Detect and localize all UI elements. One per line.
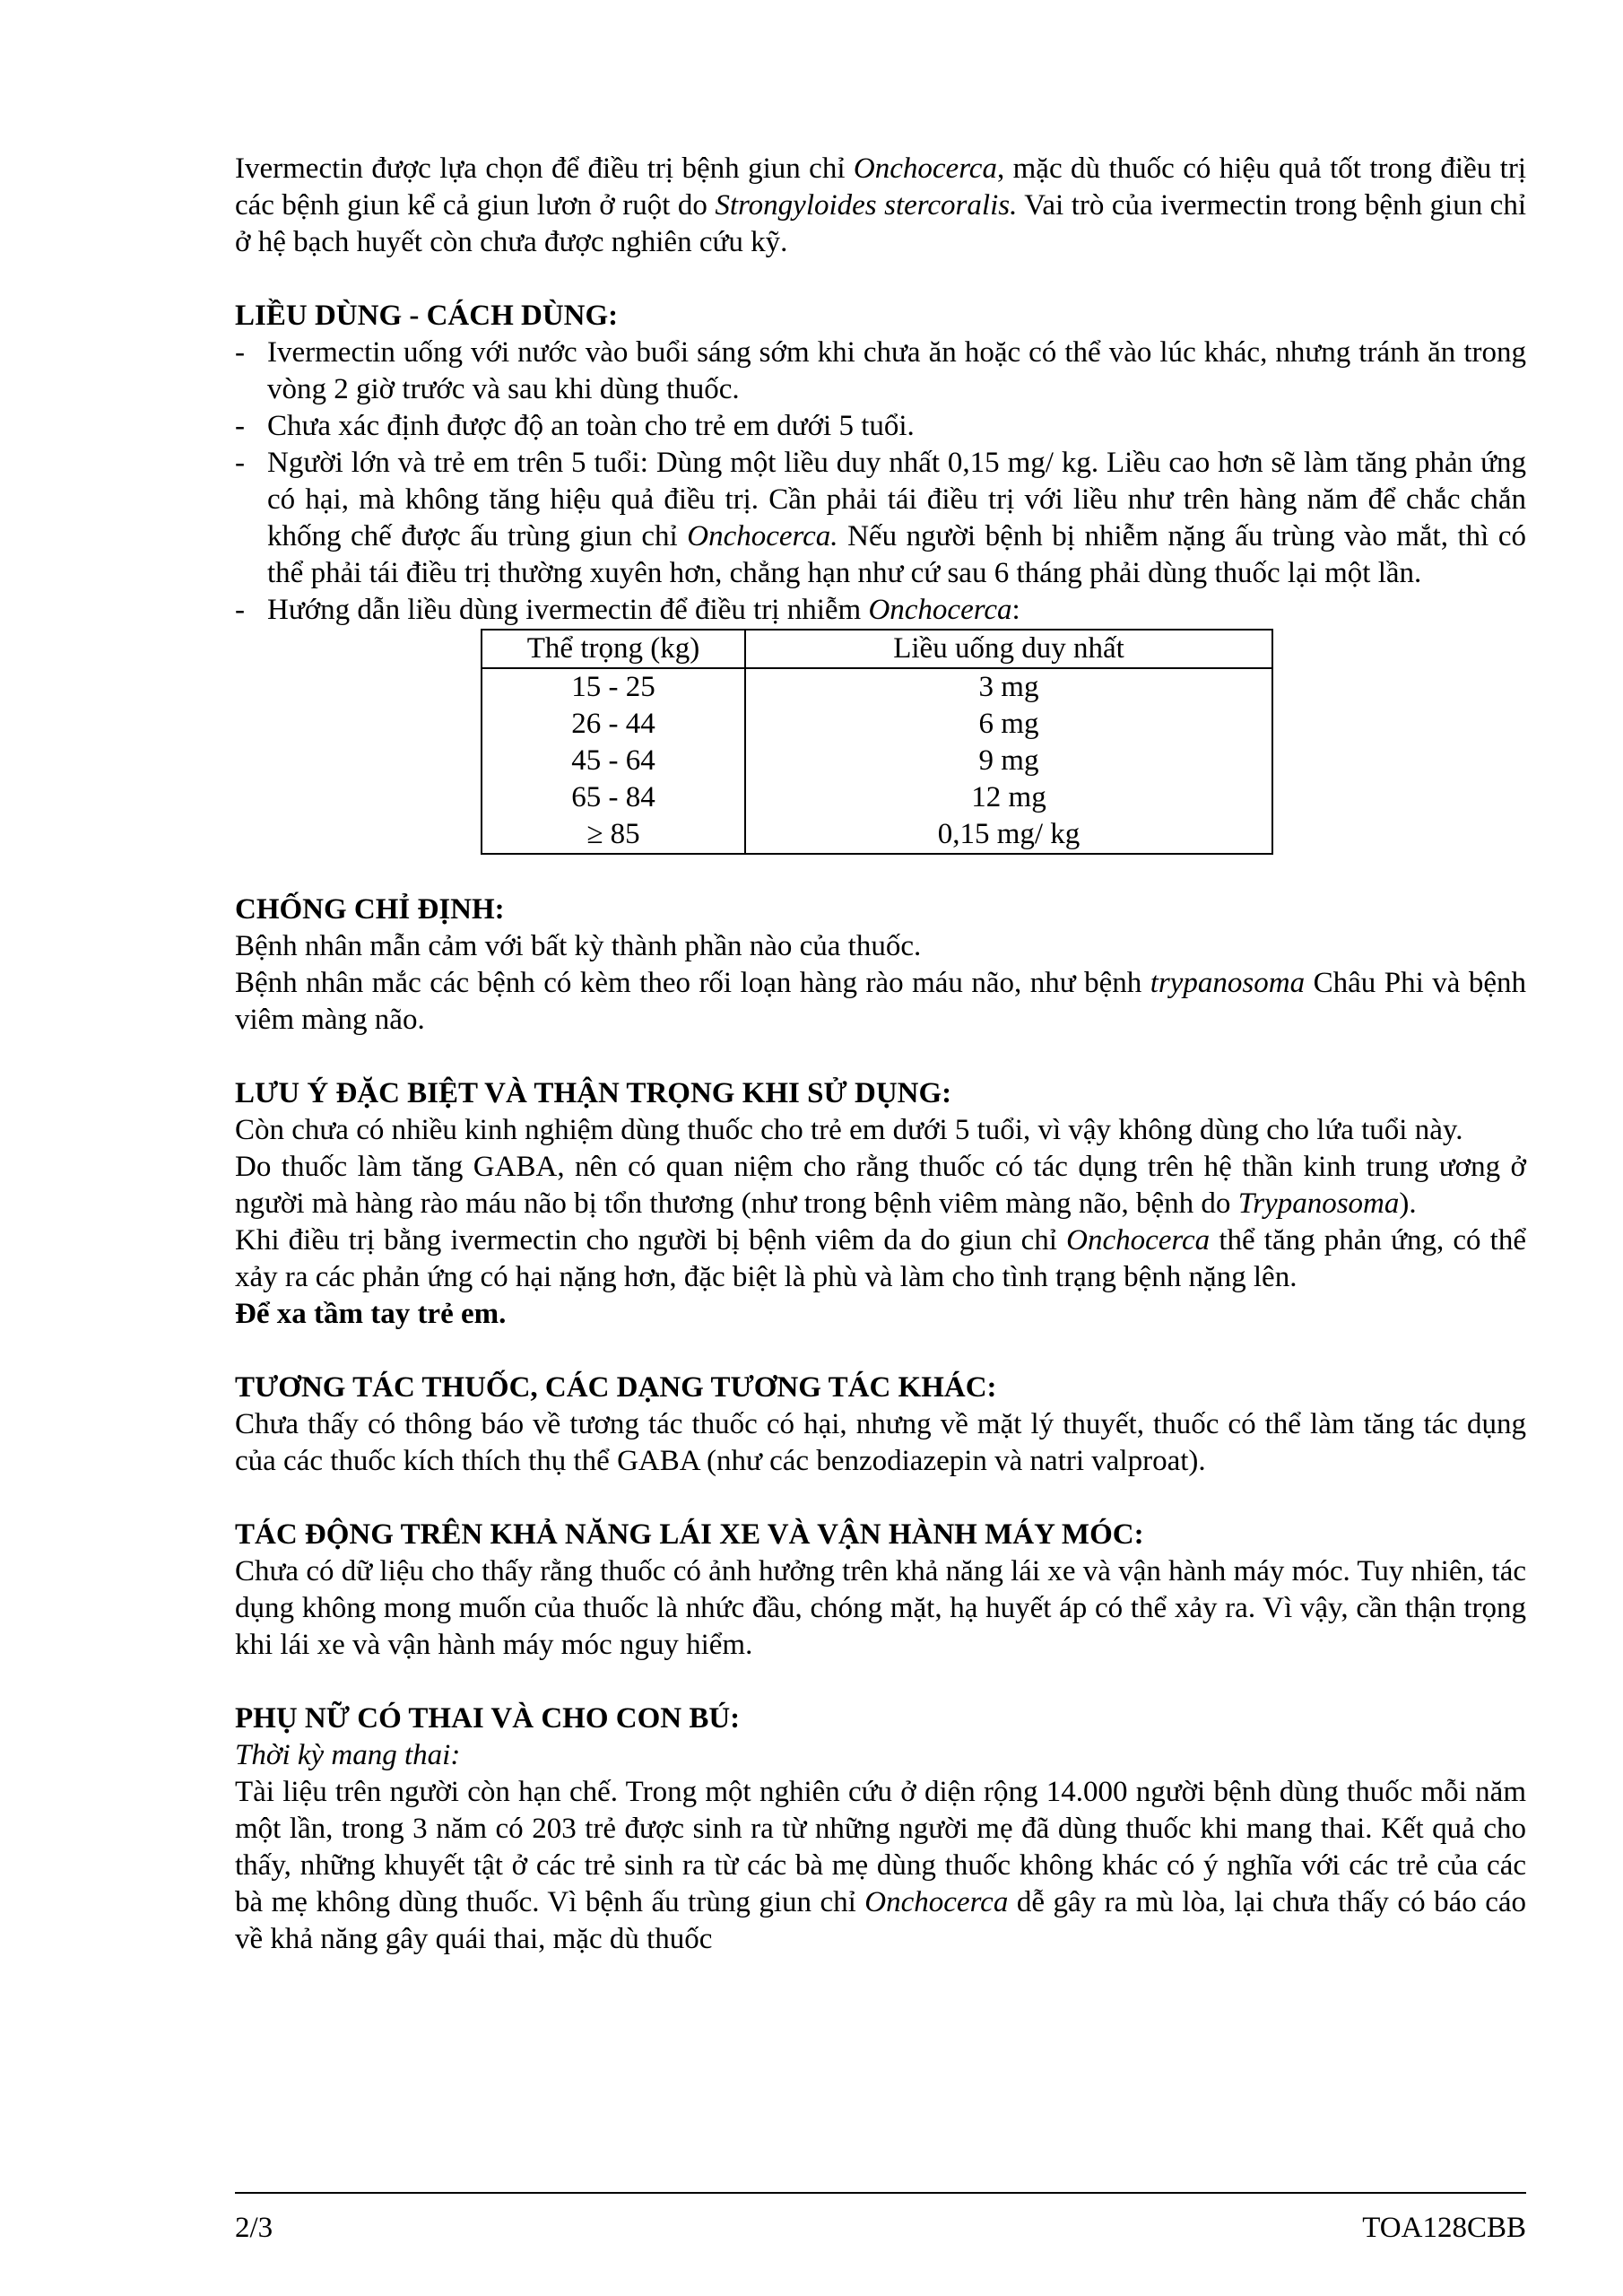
interactions-heading: TƯƠNG TÁC THUỐC, CÁC DẠNG TƯƠNG TÁC KHÁC: — [235, 1371, 997, 1404]
list-item: - Hướng dẫn liều dùng ivermectin để điều trị nhiễm Onchocerca: — [235, 592, 1526, 629]
driving-heading: TÁC ĐỘNG TRÊN KHẢ NĂNG LÁI XE VÀ VẬN HÀNH MÁY MÓC: — [235, 1518, 1144, 1551]
table-row — [482, 816, 1272, 854]
dosage-heading: LIỀU DÙNG - CÁCH DÙNG: — [235, 300, 619, 332]
warnings-heading: LƯU Ý ĐẶC BIỆT VÀ THẬN TRỌNG KHI SỬ DỤNG: — [235, 1077, 952, 1109]
driving-paragraph: Chưa có dữ liệu cho thấy rằng thuốc có ảnh hưởng trên khả năng lái xe và vận hành máy móc. Tuy nhiên, tác dụng không mong muốn của thuốc là nhức đầu, chóng mặt, hạ huyết áp có thể xảy ra. Vì vậy, cần thận trọng khi lái xe và vận hành máy móc nguy hiểm. — [235, 1555, 1526, 1661]
table-cell-dose: 6 mg — [745, 706, 1272, 743]
keep-away-notice: Để xa tầm tay trẻ em. — [235, 1298, 507, 1330]
page-footer — [235, 2212, 1526, 2245]
table-row — [482, 706, 1272, 743]
pregnancy-paragraph: Tài liệu trên người còn hạn chế. Trong một nghiên cứu ở diện rộng 14.000 người bệnh dùng thuốc mỗi năm một lần, trong 3 năm có 203 trẻ được sinh ra từ những người mẹ đã dùng thuốc khi mang thai. Kết quả cho thấy, những khuyết tật ở các trẻ sinh ra từ các bà mẹ dùng thuốc không khác có ý nghĩa với các trẻ của các bà mẹ không dùng thuốc. Vì bệnh ấu trùng giun chỉ Onchocerca dễ gây ra mù lòa, lại chưa thấy có báo cáo về khả năng gây quái thai, mặc dù thuốc — [235, 1776, 1526, 1955]
contraindications-paragraph: Bệnh nhân mẫn cảm với bất kỳ thành phần nào của thuốc. — [235, 930, 922, 962]
table-row — [482, 668, 1272, 706]
document-code: TOA128CBB — [1362, 2212, 1526, 2244]
table-row — [482, 743, 1272, 779]
warnings-paragraph: Còn chưa có nhiều kinh nghiệm dùng thuốc cho trẻ em dưới 5 tuổi, vì vậy không dùng cho lứa tuổi này. — [235, 1114, 1463, 1146]
table-cell-dose: 0,15 mg/ kg — [745, 816, 1272, 854]
table-row — [482, 779, 1272, 816]
intro-paragraph: Ivermectin được lựa chọn để điều trị bệnh giun chỉ Onchocerca, mặc dù thuốc có hiệu quả tốt trong điều trị các bệnh giun kể cả giun lươn ở ruột do Strongyloides stercoralis. Vai trò của ivermectin trong bệnh giun chỉ ở hệ bạch huyết còn chưa được nghiên cứu kỹ. — [235, 152, 1527, 258]
table-cell-weight: 45 - 64 — [482, 743, 745, 779]
warnings-paragraph: Do thuốc làm tăng GABA, nên có quan niệm cho rằng thuốc có tác dụng trên hệ thần kinh trung ương ở người mà hàng rào máu não bị tổn thương (như trong bệnh viêm màng não, bệnh do Trypanosoma). — [235, 1151, 1526, 1220]
contraindications-heading: CHỐNG CHỈ ĐỊNH: — [235, 893, 505, 926]
table-cell-weight: 65 - 84 — [482, 779, 745, 816]
footer-divider — [235, 2192, 1526, 2194]
table-cell-weight: 15 - 25 — [482, 668, 745, 706]
dosage-table — [481, 629, 1273, 855]
table-cell-dose: 12 mg — [745, 779, 1272, 816]
table-header-weight: Thể trọng (kg) — [482, 630, 745, 668]
list-item: - Ivermectin uống với nước vào buổi sáng sớm khi chưa ăn hoặc có thể vào lúc khác, nhưng tránh ăn trong vòng 2 giờ trước và sau khi dùng thuốc. — [235, 335, 1526, 408]
table-cell-weight: ≥ 85 — [482, 816, 745, 854]
list-item: - Người lớn và trẻ em trên 5 tuổi: Dùng một liều duy nhất 0,15 mg/ kg. Liều cao hơn sẽ làm tăng phản ứng có hại, mà không tăng hiệu quả điều trị. Cần phải tái điều trị với liều như trên hàng năm để chắc chắn khống chế được ấu trùng giun chỉ Onchocerca. Nếu người bệnh bị nhiễm nặng ấu trùng vào mắt, thì có thể phải tái điều trị thường xuyên hơn, chẳng hạn như cứ sau 6 tháng phải dùng thuốc lại một lần. — [235, 445, 1526, 592]
table-header-dose: Liều uống duy nhất — [745, 630, 1272, 668]
interactions-paragraph: Chưa thấy có thông báo về tương tác thuốc có hại, nhưng về mặt lý thuyết, thuốc có thể làm tăng tác dụng của các thuốc kích thích thụ thể GABA (như các benzodiazepin và natri valproat). — [235, 1408, 1526, 1477]
document-body — [235, 151, 1526, 1958]
table-cell-dose: 3 mg — [745, 668, 1272, 706]
contraindications-paragraph: Bệnh nhân mắc các bệnh có kèm theo rối loạn hàng rào máu não, như bệnh trypanosoma Châu Phi và bệnh viêm màng não. — [235, 967, 1526, 1036]
warnings-paragraph: Khi điều trị bằng ivermectin cho người bị bệnh viêm da do giun chỉ Onchocerca thể tăng phản ứng, có thể xảy ra các phản ứng có hại nặng hơn, đặc biệt là phù và làm cho tình trạng bệnh nặng lên. — [235, 1224, 1526, 1293]
table-cell-dose: 9 mg — [745, 743, 1272, 779]
list-item: - Chưa xác định được độ an toàn cho trẻ em dưới 5 tuổi. — [235, 408, 1526, 445]
pregnancy-heading: PHỤ NỮ CÓ THAI VÀ CHO CON BÚ: — [235, 1702, 741, 1735]
pregnancy-subheading: Thời kỳ mang thai: — [235, 1739, 461, 1771]
dosage-list — [235, 335, 1526, 629]
table-cell-weight: 26 - 44 — [482, 706, 745, 743]
page-number: 2/3 — [235, 2212, 273, 2244]
